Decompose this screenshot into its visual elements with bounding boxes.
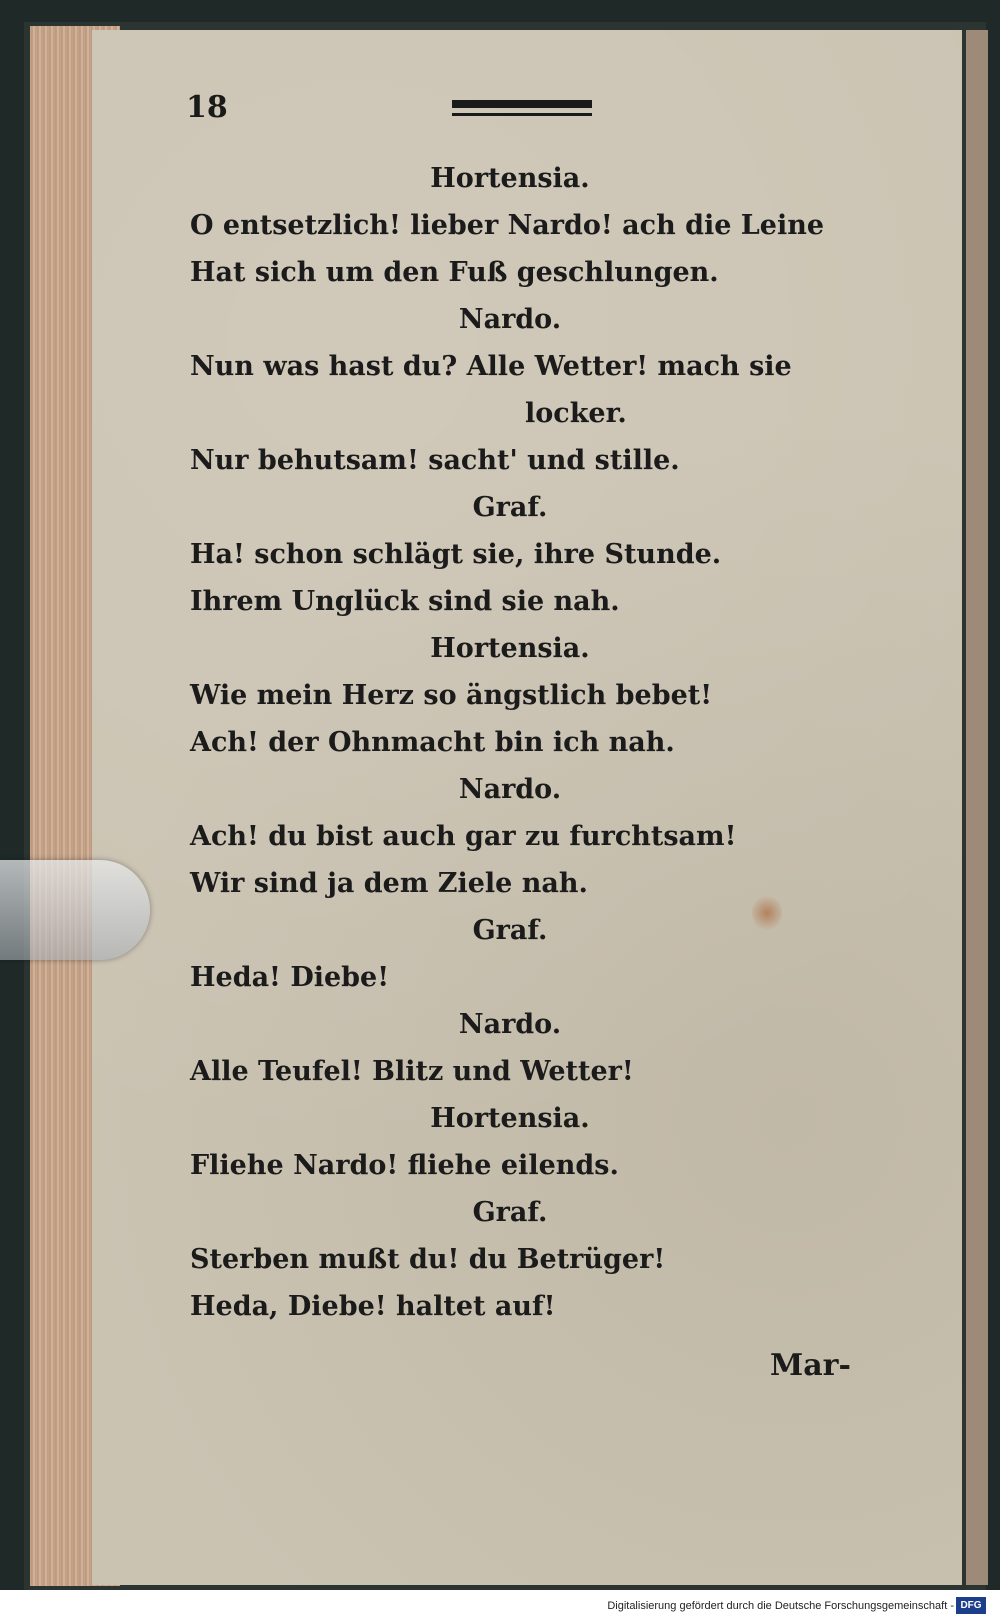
speaker-name: Hortensia. [430,633,590,664]
verse-line: Heda, Diebe! haltet auf! [190,1291,556,1322]
speaker-name: Hortensia. [430,163,590,194]
speaker-name: Nardo. [458,1009,562,1040]
verse-line: Ihrem Unglück sind sie nah. [190,586,620,617]
verse-line: Ach! der Ohnmacht bin ich nah. [190,727,675,758]
page-number: 18 [186,90,228,125]
verse-line: Ach! du bist auch gar zu furchtsam! [190,821,737,852]
catchword: Mar- [770,1348,851,1383]
verse-line: Alle Teufel! Blitz und Wetter! [190,1056,634,1087]
text-block [190,155,870,1330]
verse-line: O entsetzlich! lieber Nardo! ach die Leine [190,210,825,241]
speaker-name: Graf. [472,915,548,946]
header-rule-thin [452,113,592,116]
verse-line: Nun was hast du? Alle Wetter! mach sie [190,351,792,382]
verse-line: Heda! Diebe! [190,962,390,993]
speaker-name: Nardo. [458,304,562,335]
verse-line: Ha! schon schlägt sie, ihre Stunde. [190,539,722,570]
page-clip [0,860,150,960]
speaker-name: Graf. [472,492,548,523]
verse-line: Hat sich um den Fuß geschlungen. [190,257,719,288]
footer-credit: Digitalisierung gefördert durch die Deutsche Forschungsgemeinschaft - [607,1600,954,1612]
header-rule-thick [452,100,592,108]
verse-line: locker. [525,398,627,429]
verse-line: Nur behutsam! sacht' und stille. [190,445,680,476]
verse-line: Wir sind ja dem Ziele nah. [190,868,588,899]
verse-line: Sterben mußt du! du Betrüger! [190,1244,666,1275]
speaker-name: Nardo. [458,774,562,805]
speaker-name: Graf. [472,1197,548,1228]
facing-page-edge [966,30,988,1585]
dfg-logo: DFG [956,1597,986,1614]
verse-line: Wie mein Herz so ängstlich bebet! [190,680,713,711]
speaker-name: Hortensia. [430,1103,590,1134]
verse-line: Fliehe Nardo! fliehe eilends. [190,1150,619,1181]
